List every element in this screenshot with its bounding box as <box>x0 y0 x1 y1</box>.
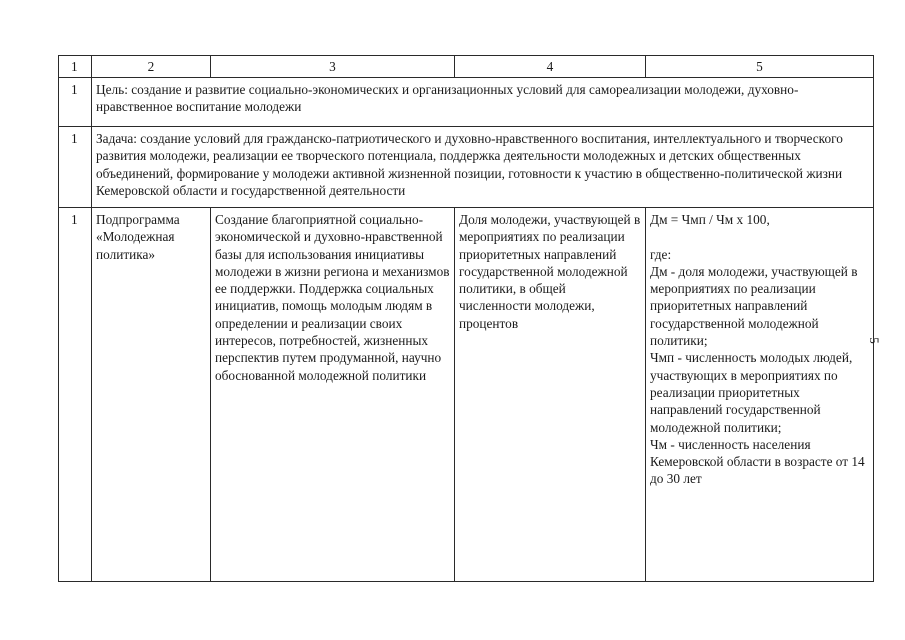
where-label: где: <box>650 246 672 262</box>
goal-row-number: 1 <box>59 78 92 127</box>
task-text: Задача: создание условий для гражданско-патриотического и духовно-нравственного воспитания, интеллектуального и творческого развития молодежи, реализации ее творческого потенциала, поддержка деятельности молодежных и детских общественных объединений, формирование у молодежи активной жизненной позиции, готовности к участию в общественно-политической жизни Кемеровской области и государственной деятельности <box>92 127 874 208</box>
activities-text: Создание благоприятной социально-экономической и духовно-нравственной базы для использования инициативы молодежи в жизни региона и механизмов ее поддержки. Поддержка социальных инициатив, помощь молодым людям в определении и реализации своих интересов, потребностей, жизненных перспектив путем продуманной, научно обоснованной молодежной политики <box>211 208 455 582</box>
header-cell-1: 1 <box>59 56 92 78</box>
header-cell-2: 2 <box>92 56 211 78</box>
goal-row <box>59 78 874 127</box>
task-row <box>59 127 874 208</box>
goal-text: Цель: создание и развитие социально-экономических и организационных условий для самореализации молодежи, духовно-нравственное воспитание молодежи <box>92 78 874 127</box>
page-number: 5 <box>866 337 882 344</box>
formula-cell <box>646 208 874 582</box>
table-header-row <box>59 56 874 78</box>
definition-chm: Чм - численность населения Кемеровской области в возрасте от 14 до 30 лет <box>650 436 865 487</box>
definition-dm: Дм - доля молодежи, участвующей в мероприятиях по реализации приоритетных направлений государственной молодежной политики; <box>650 263 858 349</box>
header-cell-4: 4 <box>455 56 646 78</box>
subprogram-row-number: 1 <box>59 208 92 582</box>
subprogram-row <box>59 208 874 582</box>
subprogram-name: Подпрограмма «Молодежная политика» <box>92 208 211 582</box>
formula-text: Дм = Чмп / Чм х 100, <box>650 212 770 227</box>
formula-spacer <box>650 228 869 245</box>
header-cell-5: 5 <box>646 56 874 78</box>
definition-chmp: Чмп - численность молодых людей, участвующих в мероприятиях по реализации приоритетных направлений государственной молодежной политики; <box>650 350 853 435</box>
indicators-table <box>58 55 874 582</box>
task-row-number: 1 <box>59 127 92 208</box>
indicator-text: Доля молодежи, участвующей в мероприятиях по реализации приоритетных направлений государственной молодежной политики, в общей численности молодежи, процентов <box>455 208 646 582</box>
header-cell-3: 3 <box>211 56 455 78</box>
